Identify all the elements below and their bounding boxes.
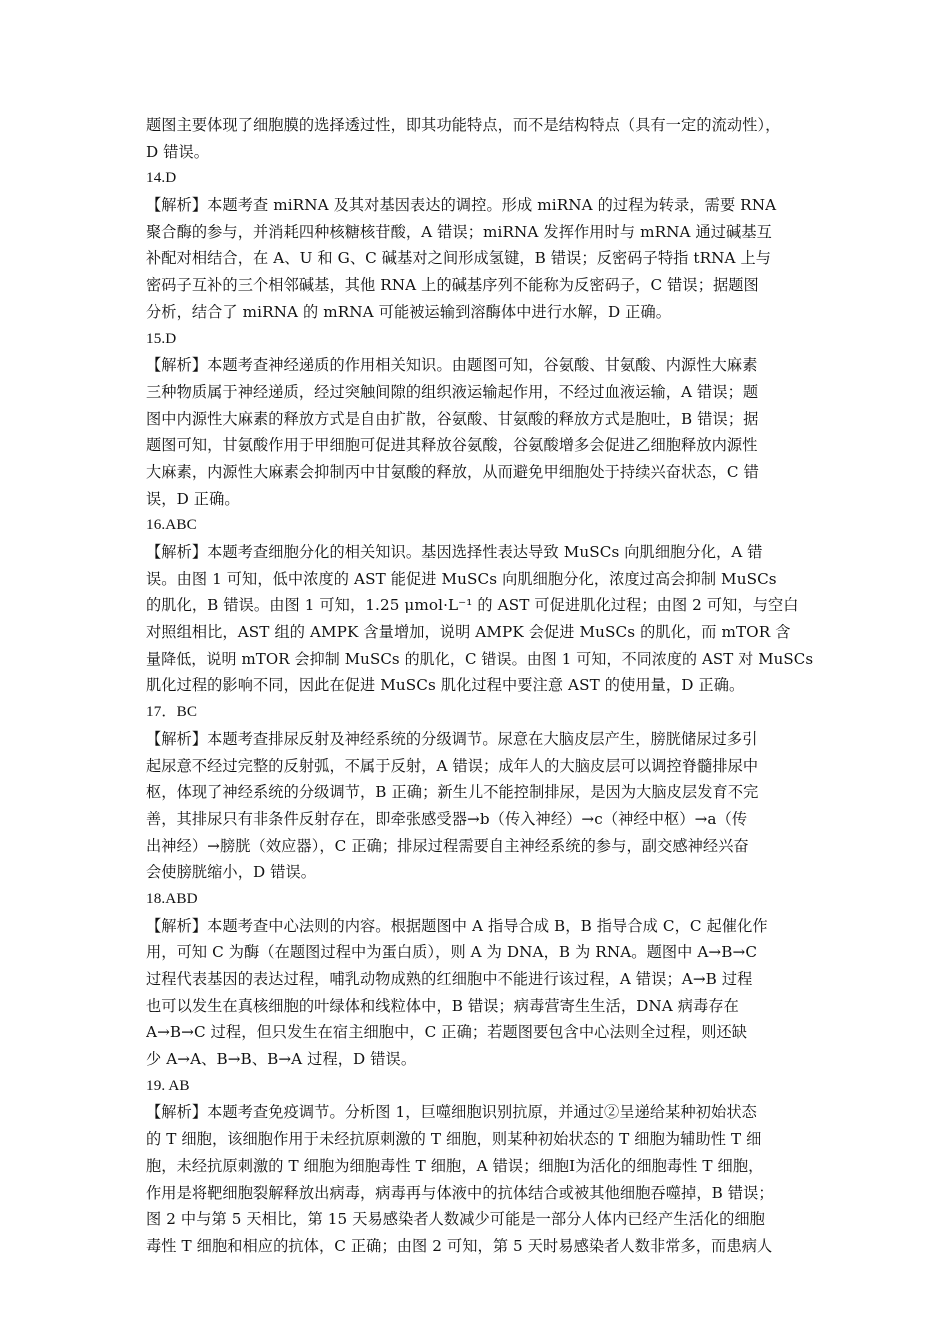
text-line: 图 2 中与第 5 天相比，第 15 天易感染者人数减少可能是一部分人体内已经产生活化的细胞 [146, 1210, 765, 1229]
text-line: 大麻素，内源性大麻素会抑制丙中甘氨酸的释放，从而避免甲细胞处于持续兴奋状态，C 错 [146, 462, 759, 481]
text-line: 起尿意不经过完整的反射弧，不属于反射，A 错误；成年人的大脑皮层可以调控脊髓排尿中 [146, 756, 759, 775]
text-line: 的 T 细胞，该细胞作用于未经抗原刺激的 T 细胞，则某种初始状态的 T 细胞为辅助性 T 细 [146, 1130, 762, 1149]
text-line: 枢，体现了神经系统的分级调节，B 正确；新生儿不能控制排尿，是因为大脑皮层发育不完 [146, 783, 759, 802]
text-line: 误，D 正确。 [146, 489, 240, 508]
text-line: 善，其排尿只有非条件反射存在，即牵张感受器→b（传入神经）→c（神经中枢）→a（传 [146, 809, 748, 828]
text-line: 用，可知 C 为酶（在题图过程中为蛋白质），则 A 为 DNA，B 为 RNA。题图中 A→B→C [146, 943, 758, 962]
text-line: 三种物质属于神经递质，经过突触间隙的组织液运输起作用，不经过血液运输，A 错误；题 [146, 382, 759, 401]
text-line: 误。由图 1 可知，低中浓度的 AST 能促进 MuSCs 向肌细胞分化，浓度过高会抑制 MuSCs [146, 569, 777, 588]
text-line: 【解析】本题考查中心法则的内容。根据题图中 A 指导合成 B，B 指导合成 C，C 起催化作 [146, 916, 768, 935]
text-line: A→B→C 过程，但只发生在宿主细胞中，C 正确；若题图要包含中心法则全过程，则还缺 [146, 1023, 748, 1042]
text-line: 也可以发生在真核细胞的叶绿体和线粒体中，B 错误；病毒营寄生生活，DNA 病毒存在 [146, 996, 739, 1015]
text-line: 【解析】本题考查 miRNA 及其对基因表达的调控。形成 miRNA 的过程为转录，需要 RNA [146, 196, 777, 215]
text-line: 分析，结合了 miRNA 的 mRNA 可能被运输到溶酶体中进行水解，D 正确。 [146, 302, 672, 321]
answer-number: 19. AB [146, 1076, 190, 1094]
answer-number: 16.ABC [146, 516, 197, 534]
text-line: 题图主要体现了细胞膜的选择透过性，即其功能特点，而不是结构特点（具有一定的流动性）， [146, 116, 781, 134]
text-line: 肌化过程的影响不同，因此在促进 MuSCs 肌化过程中要注意 AST 的使用量，D 正确。 [146, 676, 745, 695]
answer-number: 17．BC [146, 703, 198, 721]
text-line: 过程代表基因的表达过程，哺乳动物成熟的红细胞中不能进行该过程，A 错误；A→B 过程 [146, 970, 753, 988]
answer-number: 14.D [146, 169, 177, 187]
answer-number: 15.D [146, 329, 177, 347]
text-line: 图中内源性大麻素的释放方式是自由扩散，谷氨酸、甘氨酸的释放方式是胞吐，B 错误；据 [146, 409, 759, 428]
text-line: 题图可知，甘氨酸作用于甲细胞可促进其释放谷氨酸，谷氨酸增多会促进乙细胞释放内源性 [146, 436, 758, 455]
text-line: 补配对相结合，在 A、U 和 G、C 碱基对之间形成氢键，B 错误；反密码子特指 tRNA 上与 [146, 249, 772, 268]
document-page [146, 112, 814, 1260]
text-line: 【解析】本题考查神经递质的作用相关知识。由题图可知，谷氨酸、甘氨酸、内源性大麻素 [146, 356, 758, 375]
text-line: 出神经）→膀胱（效应器），C 正确；排尿过程需要自主神经系统的参与，副交感神经兴奋 [146, 836, 749, 855]
text-line: 【解析】本题考查排尿反射及神经系统的分级调节。尿意在大脑皮层产生，膀胱储尿过多引 [146, 729, 758, 748]
text-line: 的肌化，B 错误。由图 1 可知，1.25 μmol·L⁻¹ 的 AST 可促进肌化过程；由图 2 可知，与空白 [146, 596, 799, 615]
text-line: 作用是将靶细胞裂解释放出病毒，病毒再与体液中的抗体结合或被其他细胞吞噬掉，B 错误； [146, 1183, 774, 1202]
text-line: 密码子互补的三个相邻碱基，其他 RNA 上的碱基序列不能称为反密码子，C 错误；据题图 [146, 276, 759, 295]
text-line: 【解析】本题考查细胞分化的相关知识。基因选择性表达导致 MuSCs 向肌细胞分化，A 错 [146, 543, 763, 561]
answer-number: 18.ABD [146, 889, 198, 907]
text-line: 对照组相比，AST 组的 AMPK 含量增加，说明 AMPK 会促进 MuSCs 的肌化，而 mTOR 含 [146, 623, 791, 642]
text-line: 胞，未经抗原刺激的 T 细胞为细胞毒性 T 细胞，A 错误；细胞Ⅰ为活化的细胞毒性 T 细胞， [146, 1156, 764, 1175]
text-line: 【解析】本题考查免疫调节。分析图 1，巨噬细胞识别抗原，并通过②呈递给某种初始状态 [146, 1103, 757, 1122]
text-line: 会使膀胱缩小，D 错误。 [146, 863, 317, 882]
text-line: 少 A→A、B→B、B→A 过程，D 错误。 [146, 1050, 417, 1069]
text-line: D 错误。 [146, 142, 210, 161]
text-line: 毒性 T 细胞和相应的抗体，C 正确；由图 2 可知，第 5 天时易感染者人数非常多，而患病人 [146, 1236, 773, 1255]
text-line: 量降低，说明 mTOR 会抑制 MuSCs 的肌化，C 错误。由图 1 可知，不同浓度的 AST 对 MuSCs [146, 649, 814, 668]
text-line: 聚合酶的参与，并消耗四种核糖核苷酸，A 错误；miRNA 发挥作用时与 mRNA 通过碱基互 [146, 222, 772, 241]
